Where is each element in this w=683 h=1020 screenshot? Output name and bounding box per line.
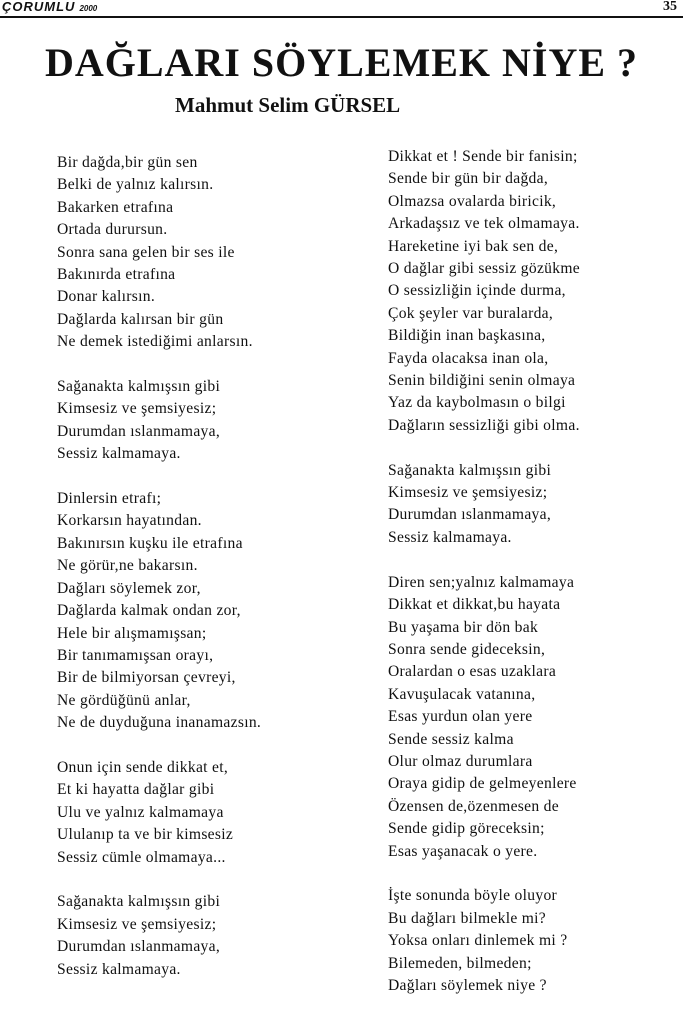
- poem-line: Esas yaşanacak o yere.: [388, 842, 538, 860]
- poem-line: Sessiz kalmamaya.: [388, 528, 512, 546]
- poem-line: Dağları söylemek zor,: [57, 579, 201, 597]
- poem-line: Bakarken etrafına: [57, 198, 174, 216]
- right-stanza: [388, 146, 683, 437]
- poem-line: Olmazsa ovalarda biricik,: [388, 192, 557, 210]
- poem-line: Durumdan ıslanmamaya,: [57, 938, 221, 956]
- right-column: [388, 146, 683, 1020]
- poem-line: Bir tanımamışsan orayı,: [57, 646, 214, 664]
- brand-year: 2000: [79, 4, 98, 13]
- poem-line: O sessizliğin içinde durma,: [388, 282, 566, 300]
- poem-line: Sende sessiz kalma: [388, 730, 514, 748]
- poem-line: Bu dağları bilmekle mi?: [388, 909, 547, 927]
- poem-line: Olur olmaz durumlara: [388, 752, 533, 770]
- right-stanza: [388, 885, 683, 997]
- poem-line: Çok şeyler var buralarda,: [388, 304, 554, 322]
- poem-line: Arkadaşsız ve tek olmamaya.: [388, 215, 580, 233]
- poem-line: Bu yaşama bir dön bak: [388, 618, 539, 636]
- poem-line: Yoksa onları dinlemek mi ?: [388, 932, 568, 950]
- poem-line: Fayda olacaksa inan ola,: [388, 349, 549, 367]
- poem-line: Kimsesiz ve şemsiyesiz;: [388, 484, 548, 502]
- poem-line: Sende bir gün bir dağda,: [388, 170, 549, 188]
- poem-line: Ortada durursun.: [57, 221, 168, 239]
- poem-line: Özensen de,özenmesen de: [388, 797, 559, 815]
- poem-line: Durumdan ıslanmamaya,: [57, 422, 221, 440]
- left-column: [57, 152, 357, 1003]
- poem-line: Kavuşulacak vatanına,: [388, 685, 536, 703]
- poem-line: Esas yurdun olan yere: [388, 708, 533, 726]
- poem-line: Belki de yalnız kalırsın.: [57, 176, 214, 194]
- poem-line: Bir de bilmiyorsan çevreyi,: [57, 669, 236, 687]
- poem-author: Mahmut Selim GÜRSEL: [175, 93, 401, 117]
- poem-title: DAĞLARI SÖYLEMEK NİYE ?: [44, 40, 639, 85]
- poem-line: Senin bildiğini senin olmaya: [388, 372, 576, 390]
- poem-line: Dağlarda kalmak ondan zor,: [57, 602, 241, 620]
- poem-line: Ne demek istediğimi anlarsın.: [57, 333, 253, 351]
- poem-line: Yaz da kaybolmasın o bilgi: [388, 394, 566, 412]
- poem-line: Bildiğin inan başkasına,: [388, 327, 546, 345]
- poem-line: Sende gidip göreceksin;: [388, 820, 545, 838]
- poem-line: Onun için sende dikkat et,: [57, 758, 229, 776]
- poem-line: Sağanakta kalmışsın gibi: [57, 378, 221, 396]
- poem-line: Ne görür,ne bakarsın.: [57, 557, 198, 575]
- poem-line: Bakınırsın kuşku ile etrafına: [57, 534, 243, 552]
- right-stanza: [388, 460, 683, 550]
- poem-line: Ne gördüğünü anlar,: [57, 691, 191, 709]
- poem-line: Diren sen;yalnız kalmamaya: [388, 573, 575, 591]
- poem-line: Dikkat et dikkat,bu hayata: [388, 596, 561, 614]
- poem-line: Hareketine iyi bak sen de,: [388, 237, 559, 255]
- poem-line: Sonra sana gelen bir ses ile: [57, 243, 235, 261]
- poem-line: Et ki hayatta dağlar gibi: [57, 781, 215, 799]
- page-number: 35: [663, 0, 677, 14]
- poem-line: İşte sonunda böyle oluyor: [388, 887, 558, 905]
- poem-line: Ululanıp ta ve bir kimsesiz: [57, 826, 234, 844]
- poem-line: Kimsesiz ve şemsiyesiz;: [57, 400, 217, 418]
- poem-line: Bakınırda etrafına: [57, 266, 176, 284]
- left-stanza: [57, 376, 357, 466]
- poem-line: Sessiz kalmamaya.: [57, 445, 181, 463]
- poem-line: Korkarsın hayatından.: [57, 512, 202, 530]
- poem-line: Oraya gidip de gelmeyenlere: [388, 775, 577, 793]
- left-stanza: [57, 488, 357, 734]
- poem-line: Kimsesiz ve şemsiyesiz;: [57, 915, 217, 933]
- poem-line: Durumdan ıslanmamaya,: [388, 506, 552, 524]
- poem-line: Oralardan o esas uzaklara: [388, 663, 557, 681]
- poem-line: Sonra sende gideceksin,: [388, 640, 546, 658]
- poem-line: Bilemeden, bilmeden;: [388, 954, 532, 972]
- poem-line: Sessiz kalmamaya.: [57, 960, 181, 978]
- poem-line: Donar kalırsın.: [57, 288, 156, 306]
- poem-line: Hele bir alışmamışsan;: [57, 624, 207, 642]
- poem-line: Ne de duyduğuna inanamazsın.: [57, 714, 262, 732]
- page-header: [0, 0, 683, 20]
- right-stanza: [388, 572, 683, 863]
- header-rule: [0, 16, 683, 18]
- left-stanza: [57, 757, 357, 869]
- poem-line: Dağların sessizliği gibi olma.: [388, 416, 580, 434]
- poem-line: O dağlar gibi sessiz gözükme: [388, 260, 581, 278]
- left-stanza: [57, 891, 357, 981]
- left-stanza: [57, 152, 357, 354]
- poem-line: Bir dağda,bir gün sen: [57, 154, 198, 171]
- poem-line: Ulu ve yalnız kalmamaya: [57, 803, 224, 821]
- poem-line: Sağanakta kalmışsın gibi: [388, 461, 552, 479]
- brand-name: ÇORUMLU: [2, 0, 76, 14]
- poem-line: Sağanakta kalmışsın gibi: [57, 893, 221, 911]
- poem-line: Dinlersin etrafı;: [57, 490, 162, 508]
- poem-line: Dağları söylemek niye ?: [388, 976, 547, 994]
- magazine-brand: [2, 0, 97, 14]
- poem-line: Sessiz cümle olmamaya...: [57, 848, 226, 866]
- poem-line: Dikkat et ! Sende bir fanisin;: [388, 148, 578, 165]
- poem-line: Dağlarda kalırsan bir gün: [57, 310, 224, 328]
